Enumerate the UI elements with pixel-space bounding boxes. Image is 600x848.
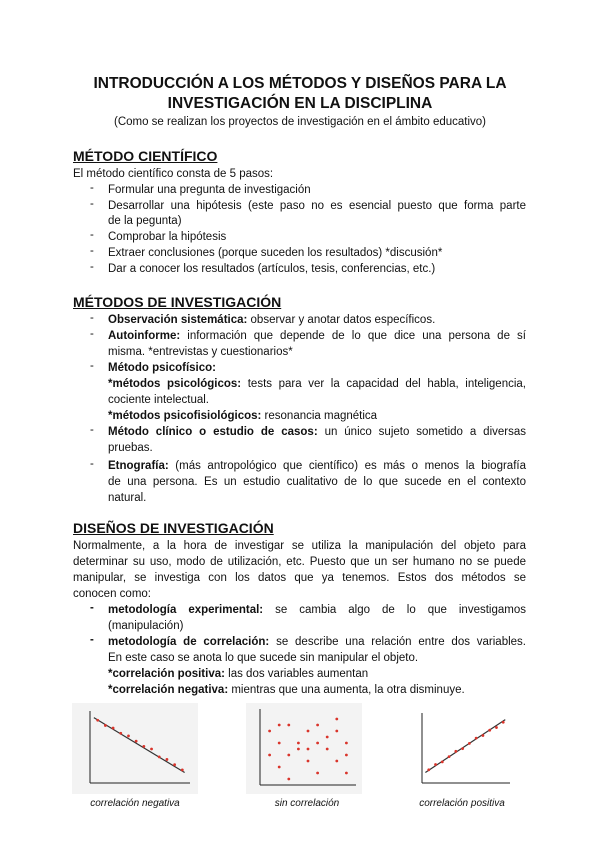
list-dash: - <box>90 312 94 324</box>
page-title <box>60 74 540 114</box>
list-item-continuation: natural. <box>108 492 147 504</box>
data-point <box>335 730 338 733</box>
data-point <box>297 742 300 745</box>
data-point <box>104 724 107 727</box>
list-item-continuation: En este caso se anota lo que sucede sin manipular el objeto. <box>108 652 419 664</box>
data-point <box>316 724 319 727</box>
chart-none-box <box>246 703 362 794</box>
list-dash: - <box>90 261 94 273</box>
data-point <box>150 748 153 751</box>
list-item: Formular una pregunta de investigación <box>108 184 311 196</box>
list-dash: - <box>90 602 94 614</box>
list-item-continuation: misma. *entrevistas y cuestionarios* <box>108 346 293 358</box>
chart-caption: correlación positiva <box>419 798 505 809</box>
list-dash: - <box>90 198 94 210</box>
data-point <box>482 734 485 737</box>
list-item: Comprobar la hipótesis <box>108 231 227 243</box>
heading-disenos-investigacion: DISEÑOS DE INVESTIGACIÓN <box>73 520 274 536</box>
data-point <box>181 769 184 772</box>
data-point <box>316 772 319 775</box>
paragraph-line: conocen como: <box>73 588 151 600</box>
data-point <box>268 754 271 757</box>
data-point <box>307 760 310 763</box>
trend-line <box>94 718 185 773</box>
data-point <box>142 745 145 748</box>
list-item: Desarrollar una hipótesis (este paso no es esencial puesto que forma parte <box>108 200 526 212</box>
chart-positive-box <box>408 703 516 794</box>
data-point <box>454 750 457 753</box>
paragraph-line: manipular, se investiga con los datos que ya tenemos. Estos dos métodos se <box>73 572 526 584</box>
list-dash: - <box>90 328 94 340</box>
data-point <box>441 760 444 763</box>
data-point <box>297 748 300 751</box>
data-point <box>335 760 338 763</box>
list-item: Dar a conocer los resultados (artículos, tesis, conferencias, etc.) <box>108 263 436 275</box>
sub-item-negativa: *correlación negativa: mientras que una aumenta, la otra disminuye. <box>108 684 465 696</box>
term: Autoinforme: <box>108 330 181 342</box>
list-item-correlacion: metodología de correlación: se describe una relación entre dos variables. <box>108 636 526 648</box>
list-item: Extraer conclusiones (porque suceden los resultados) *discusión* <box>108 247 443 259</box>
data-point <box>448 755 451 758</box>
paragraph-line: determinar su uso, modo de utilización, etc. Puesto que un ser humano no se puede <box>73 556 526 568</box>
heading-metodos-investigacion: MÉTODOS DE INVESTIGACIÓN <box>73 294 282 310</box>
list-dash: - <box>90 360 94 372</box>
list-item-psicofisico: Método psicofísico: <box>108 362 216 374</box>
list-dash: - <box>90 424 94 436</box>
list-dash: - <box>90 634 94 646</box>
data-point <box>427 768 430 771</box>
sub-item-psicologicos: *métodos psicológicos: tests para ver la capacidad del habla, inteligencia, <box>108 378 526 390</box>
list-dash: - <box>90 229 94 241</box>
term: Observación sistemática: <box>108 314 248 326</box>
data-point <box>135 740 138 743</box>
data-point <box>345 772 348 775</box>
data-point <box>278 766 281 769</box>
data-point <box>495 726 498 729</box>
chart-no-correlation <box>246 703 362 794</box>
data-point <box>307 730 310 733</box>
data-point <box>475 737 478 740</box>
trend-line <box>425 720 505 773</box>
page-subtitle: (Como se realizan los proyectos de investigación en el ámbito educativo) <box>113 116 487 128</box>
data-point <box>158 755 161 758</box>
data-point <box>173 763 176 766</box>
list-dash: - <box>90 182 94 194</box>
list-dash: - <box>90 245 94 257</box>
list-item-clinico: Método clínico o estudio de casos: un único sujeto sometido a diversas <box>108 426 526 438</box>
data-point <box>119 732 122 735</box>
chart-caption: sin correlación <box>274 798 340 809</box>
chart-caption: correlación negativa <box>90 798 180 809</box>
list-item-continuation: de la pegunta) <box>108 215 182 227</box>
data-point <box>268 730 271 733</box>
data-point <box>502 721 505 724</box>
list-item-continuation: de una persona. Es un estudio cualitativo de lo que sucede en el contexto <box>108 476 526 488</box>
data-point <box>287 754 290 757</box>
data-point <box>468 742 471 745</box>
data-point <box>345 754 348 757</box>
chart-positive-correlation <box>408 703 516 794</box>
list-item-continuation: pruebas. <box>108 442 153 454</box>
data-point <box>316 742 319 745</box>
list-dash: - <box>90 458 94 470</box>
data-point <box>461 747 464 750</box>
data-point <box>287 778 290 781</box>
list-item-autoinforme: Autoinforme: información que depende de lo que dice una persona de sí <box>108 330 526 342</box>
data-point <box>96 719 99 722</box>
data-point <box>278 724 281 727</box>
list-item-continuation: cociente intelectual. <box>108 394 210 406</box>
metodo-cientifico-intro: El método científico consta de 5 pasos: <box>73 168 274 180</box>
list-item-etnografia: Etnografía: (más antropológico que científico) es más o menos la biografía <box>108 460 526 472</box>
chart-negative-correlation <box>72 703 198 794</box>
heading-metodo-cientifico: MÉTODO CIENTÍFICO <box>73 148 218 164</box>
data-point <box>112 727 115 730</box>
data-point <box>326 748 329 751</box>
list-item-experimental: metodología experimental: se cambia algo de lo que investigamos <box>108 604 526 616</box>
data-point <box>127 735 130 738</box>
chart-negative-box <box>72 703 198 794</box>
data-point <box>488 729 491 732</box>
data-point <box>287 724 290 727</box>
data-point <box>278 742 281 745</box>
title-line-1: INTRODUCCIÓN A LOS MÉTODOS Y DISEÑOS PARA LA <box>93 75 507 92</box>
sub-item-positiva: *correlación positiva: las dos variables aumentan <box>108 668 369 680</box>
data-point <box>166 758 169 761</box>
data-point <box>307 748 310 751</box>
data-point <box>335 718 338 721</box>
data-point <box>326 736 329 739</box>
title-line-2: INVESTIGACIÓN EN LA DISCIPLINA <box>167 95 433 112</box>
paragraph-line: Normalmente, a la hora de investigar se utiliza la manipulación del objeto para <box>73 540 526 552</box>
data-point <box>434 763 437 766</box>
list-item-observacion: Observación sistemática: observar y anotar datos específicos. <box>108 314 436 326</box>
list-item-continuation: (manipulación) <box>108 620 184 632</box>
data-point <box>345 742 348 745</box>
sub-item-psicofisiologicos: *métodos psicofisiológicos: resonancia magnética <box>108 410 378 422</box>
